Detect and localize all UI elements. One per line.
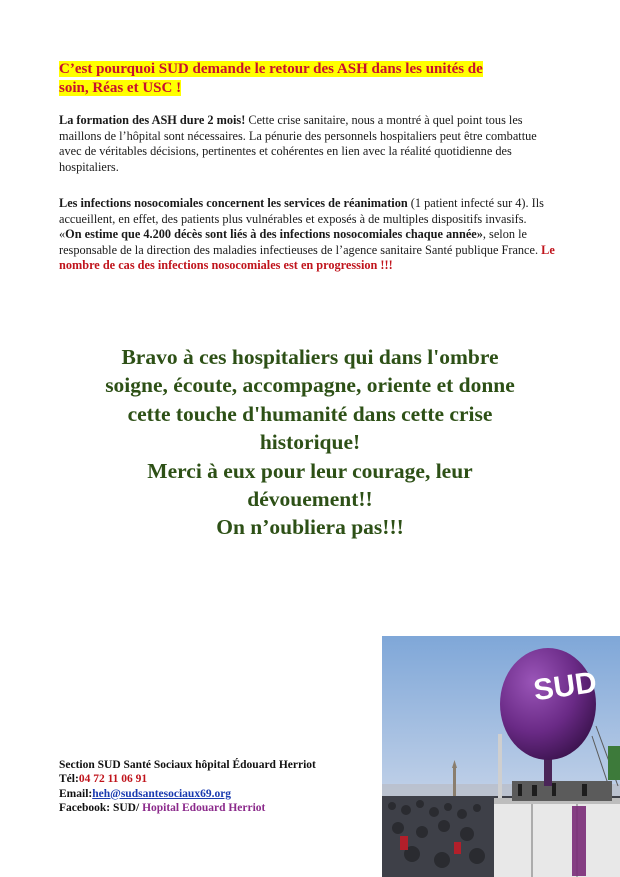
phone-line <box>59 772 379 786</box>
para1-bold: La formation des ASH dure 2 mois! <box>59 113 246 127</box>
paragraph-nosocomial <box>59 196 555 274</box>
balloon-logo-text: SUD <box>531 665 599 708</box>
para1-text: Cette crise sanitaire, nous a montré à quel point tous les maillons de l’hôpital sont nécessaires. La pénurie des personnels hospitaliers peut être combattue avec de véritables décisions, pertinentes et cohérentes en lien avec la réalité quotidienne des hospitaliers. <box>59 113 537 174</box>
facebook-label: Facebook: SUD/ <box>59 801 140 814</box>
tribute-line: cette touche d'humanité dans cette crise <box>127 401 493 426</box>
heading-line-1: C’est pourquoi SUD demande le retour des ASH dans les unités de <box>59 61 483 77</box>
section-name: Section SUD Santé Sociaux hôpital Édouard Herriot <box>59 759 316 771</box>
facebook-page: Hopital Edouard Herriot <box>139 801 266 814</box>
contact-footer <box>59 758 379 815</box>
email-link[interactable]: heh@sudsantesociaux69.org <box>92 787 232 800</box>
para2-text-1: (1 patient infecté sur 4). Ils accueillent, en effet, des patients plus vulnérables et exposés à de multiples dispositifs invasifs. <box>59 196 544 226</box>
para2-open-quote: « <box>59 227 66 241</box>
para2-bold-2: On estime que 4.200 décès sont liés à des infections nosocomiales chaque année» <box>65 227 483 241</box>
para2-text-2: , selon le responsable de la direction des maladies infectieuses de l’agence sanitaire Santé publique France. <box>59 227 542 257</box>
tribute-line: Bravo à ces hospitaliers qui dans l'ombre <box>121 345 499 369</box>
tribute-line: soigne, écoute, accompagne, oriente et donne <box>105 373 515 398</box>
heading-demand <box>59 60 539 98</box>
tribute-line: On n’oubliera pas!!! <box>216 515 404 540</box>
tribute-line: dévouement!! <box>247 487 373 512</box>
tribute-line: historique! <box>259 430 361 455</box>
email-label: Email: <box>59 787 93 800</box>
tribute-message <box>40 343 580 542</box>
email-line <box>59 787 379 801</box>
phone-label: Tél: <box>59 773 79 786</box>
phone-number: 04 72 11 06 91 <box>78 773 148 786</box>
facebook-line <box>59 801 379 815</box>
protest-photo <box>382 636 620 877</box>
protest-photo-image <box>382 636 620 877</box>
para2-bold-1: Les infections nosocomiales concernent les services de réanimation <box>59 196 408 210</box>
para2-red-text: Le nombre de cas des infections nosocomiales est en progression !!! <box>59 242 555 272</box>
heading-line-2: soin, Réas et USC ! <box>59 80 182 96</box>
tribute-line: Merci à eux pour leur courage, leur <box>147 458 473 483</box>
paragraph-ash-training <box>59 113 555 175</box>
